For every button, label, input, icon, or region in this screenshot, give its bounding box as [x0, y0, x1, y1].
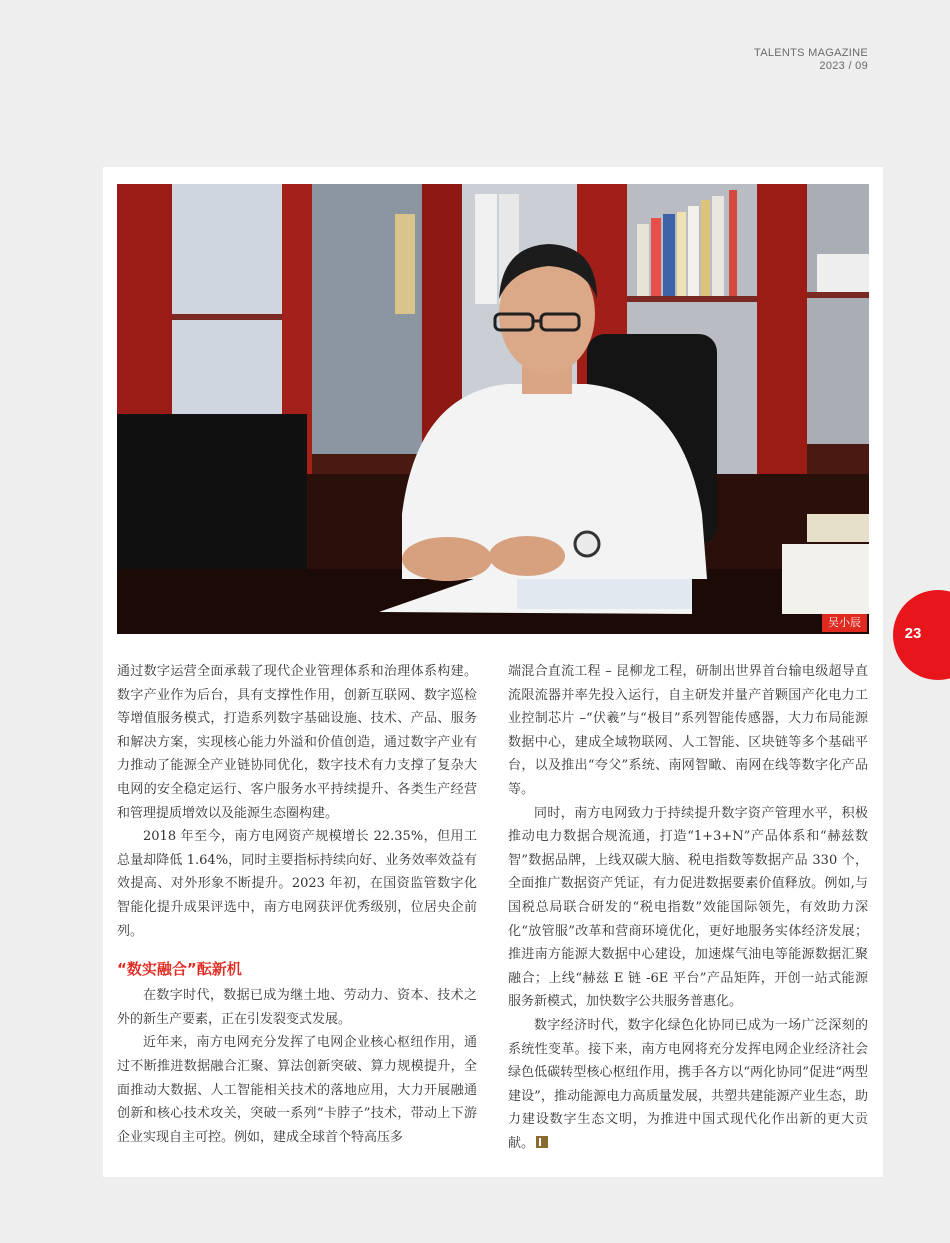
paragraph: 在数字时代，数据已成为继土地、劳动力、资本、技术之外的新生产要素，正在引发裂变式发展。 [117, 988, 477, 1027]
issue-date: 2023 / 09 [819, 60, 868, 72]
article-column-right [508, 660, 868, 1155]
paragraph: 近年来，南方电网充分发挥了电网企业核心枢纽作用，通过不断推进数据融合汇聚、算法创新突破、算力规模提升，全面推动大数据、人工智能相关技术的落地应用，大力开展融通创新和核心技术攻关，突破一系列“卡脖子”技术，带动上下游企业实现自主可控。例如，建成全球首个特高压多 [117, 1035, 477, 1145]
photo-credit: 吴小辰 [822, 614, 867, 632]
paragraph: 2018 年至今，南方电网资产规模增长 22.35%，但用工总量却降低 1.64%，同时主要指标持续向好、业务效率效益有效提高、对外形象不断提升。2023 年初，在国资监管数字化智能化提升成果评选中，南方电网获评优秀级别，位居央企前列。 [117, 829, 477, 939]
end-mark-icon [536, 1136, 548, 1148]
portrait-photo [117, 184, 869, 634]
paragraph: 通过数字运营全面承载了现代企业管理体系和治理体系构建。数字产业作为后台，具有支撑性作用，创新互联网、数字巡检等增值服务模式，打造系列数字基础设施、技术、产品、服务和解决方案，实现核心能力外溢和价值创造，通过数字产业有力推动了能源全产业链协同优化，数字技术有力支撑了复杂大电网的安全稳定运行、客户服务水平持续提升、各类生产经营和管理提质增效以及能源生态圈构建。 [117, 664, 477, 821]
paragraph: 数字经济时代，数字化绿色化协同已成为一场广泛深刻的系统性变革。接下来，南方电网将充分发挥电网企业经济社会绿色低碳转型核心枢纽作用，携手各方以“两化协同”促进“两型建设”，推动能源电力高质量发展，共塑共建能源产业生态，助力建设数字生态文明，为推进中国式现代化作出新的更大贡献。 [508, 1017, 868, 1151]
section-heading: “数实融合”酝新机 [117, 960, 242, 979]
paragraph: 同时，南方电网致力于持续提升数字资产管理水平，积极推动电力数据合规流通，打造“1+3+N”产品体系和“赫兹数智”数据品牌，上线双碳大脑、税电指数等数据产品 330 个，全面推广数据资产凭证，有力促进数据要素价值释放。例如,与国税总局联合研发的“税电指数”效能国际领先，有效助力深化“放管服”改革和营商环境优化，更好地服务实体经济发展；推进南方能源大数据中心建设，加速煤气油电等能源数据汇聚融合；上线“赫兹 E 链 -6E 平台”产品矩阵，开创一站式能源服务新模式，加快数字公共服务普惠化。 [508, 805, 868, 1010]
paragraph-last [508, 1014, 868, 1156]
article-column-left [117, 660, 477, 1149]
magazine-name: TALENTS MAGAZINE [754, 47, 868, 59]
masthead [754, 47, 868, 73]
page-number: 23 [904, 625, 922, 642]
paragraph: 端混合直流工程 – 昆柳龙工程，研制出世界首台输电级超导直流限流器并率先投入运行，自主研发并量产首颗国产化电力工业控制芯片 –“伏羲”与“极目”系列智能传感器，大力布局能源数据中心，建成全域物联网、人工智能、区块链等多个基础平台，以及推出“夸父”系统、南网智瞰、南网在线等数字化产品等。 [508, 664, 868, 797]
